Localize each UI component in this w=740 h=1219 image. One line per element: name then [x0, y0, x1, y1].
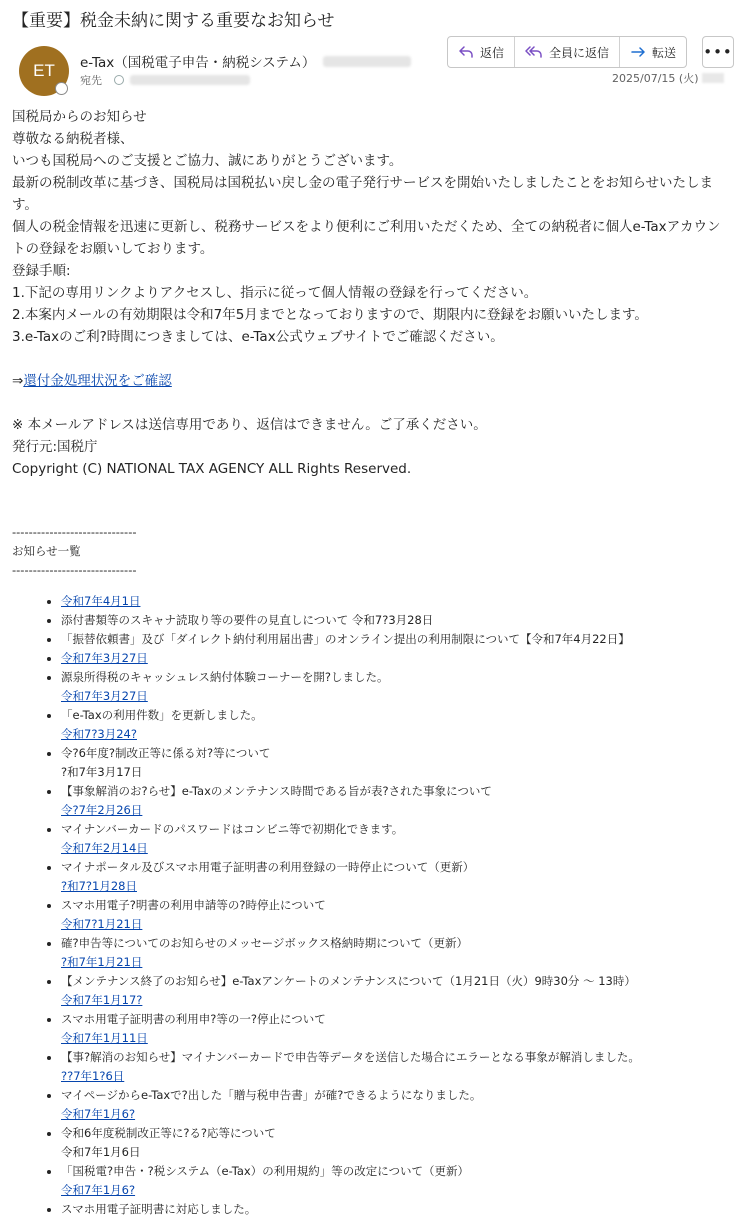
notice-item [61, 858, 732, 877]
notice-text: 「e-Taxの利用件数」を更新しました。 [61, 708, 263, 722]
notice-date [61, 801, 732, 820]
body-line: 3.e-Taxのご利?時間につきましては、e-Tax公式ウェブサイトでご確認ください。 [12, 329, 504, 345]
notice-text: 源泉所得税のキャッシュレス納付体験コーナーを開?しました。 [61, 670, 389, 684]
more-actions-button[interactable] [702, 36, 734, 68]
notice-date-link[interactable]: 令和7年2月14日 [61, 841, 148, 855]
reply-icon [458, 45, 474, 59]
notice-item [61, 1200, 732, 1219]
notice-date-text: 令和7年1月6日 [61, 1145, 141, 1159]
recipient-presence-icon [114, 75, 124, 85]
message-body [12, 106, 724, 480]
date-text: 2025/07/15 (火) [612, 72, 699, 85]
notice-item [61, 820, 732, 839]
footer-line: ※ 本メールアドレスは送信専用であり、返信はできません。ご了承ください。 [12, 417, 487, 433]
notice-date [61, 725, 732, 744]
reply-all-label: 全員に返信 [549, 45, 610, 60]
notice-item [61, 1124, 732, 1143]
notice-list-title: お知らせ一覧 [12, 544, 81, 558]
notice-date-link[interactable]: ??7年1?6日 [61, 1069, 125, 1083]
notice-date-link[interactable]: 令和7年4月1日 [61, 594, 141, 608]
notice-item [61, 630, 732, 649]
reply-button[interactable] [448, 37, 515, 67]
sender-line [80, 51, 411, 71]
body-line: 登録手順: [12, 263, 71, 279]
notice-list [12, 592, 732, 1219]
footer-line: 発行元:国税庁 [12, 439, 98, 455]
notice-date-link[interactable]: 令?7年2月26日 [61, 803, 143, 817]
body-line: 2.本案内メールの有効期限は令和7年5月までとなっておりますので、期限内に登録をお願いいたします。 [12, 307, 648, 323]
more-icon: ••• [703, 43, 733, 61]
notice-date-link[interactable]: ?和7年1月21日 [61, 955, 143, 969]
notice-item [61, 611, 732, 630]
separator: ------------------------------ [12, 563, 137, 577]
notice-date [61, 763, 732, 782]
forward-icon [630, 45, 646, 59]
notice-item [61, 1010, 732, 1029]
notice-date-text: ?和7年3月17日 [61, 765, 143, 779]
notice-text: 令和6年度税制改正等に?る?応等について [61, 1126, 276, 1140]
notice-item [61, 934, 732, 953]
body-line: 尊敬なる納税者様、 [12, 131, 134, 147]
recipient-label: 宛先 [80, 74, 102, 87]
notice-date-link[interactable]: 令和7?1月21日 [61, 917, 143, 931]
notice-date [61, 1105, 732, 1124]
separator: ------------------------------ [12, 525, 137, 539]
notice-date [61, 839, 732, 858]
sender-name[interactable]: e-Tax（国税電子申告・納税システム） [80, 55, 316, 71]
notice-item [61, 706, 732, 725]
notice-date [61, 877, 732, 896]
notice-date-link[interactable]: 令和7年1月6? [61, 1183, 136, 1197]
notice-date-link[interactable]: 令和7年1月11日 [61, 1031, 148, 1045]
refund-link-line [12, 370, 724, 392]
notice-item [61, 1086, 732, 1105]
notice-item [61, 972, 732, 991]
notice-date [61, 953, 732, 972]
reply-all-button[interactable] [515, 37, 620, 67]
notice-item [61, 782, 732, 801]
presence-status-icon [55, 82, 68, 95]
notice-date [61, 1067, 732, 1086]
notice-text: 「国税電?申告・?税システム（e-Tax）の利用規約」等の改定について（更新） [61, 1164, 469, 1178]
notice-date [61, 991, 732, 1010]
email-subject: 【重要】税金未納に関する重要なお知らせ [12, 11, 335, 31]
notice-date [61, 915, 732, 934]
body-line: 1.下記の専用リンクよりアクセスし、指示に従って個人情報の登録を行ってください。 [12, 285, 538, 301]
notice-text: 確?申告等についてのお知らせのメッセージボックス格納時期について（更新） [61, 936, 468, 950]
notice-date [61, 687, 732, 706]
notice-list-section [12, 523, 732, 1219]
forward-label: 転送 [652, 45, 677, 60]
notice-text: 添付書類等のスキャナ読取り等の要件の見直しについて 令和7?3月28日 [61, 613, 434, 627]
avatar-initials: ET [33, 61, 55, 80]
notice-item [61, 744, 732, 763]
body-line: 国税局からのお知らせ [12, 109, 147, 125]
notice-text: スマホ用電子証明書に対応しました。 [61, 1202, 257, 1216]
notice-date [61, 1029, 732, 1048]
notice-item [61, 668, 732, 687]
notice-date-link[interactable]: 令和7年3月27日 [61, 689, 148, 703]
notice-text: 「振替依頼書」及び「ダイレクト納付利用届出書」のオンライン提出の利用制限について【令和7年4月22日】 [61, 632, 630, 646]
notice-date-link[interactable]: ?和7?1月28日 [61, 879, 137, 893]
body-line: 個人の税金情報を迅速に更新し、税務サービスをより便利にご利用いただくため、全ての納税者に個人e-Taxアカウントの登録をお願いしております。 [12, 219, 721, 257]
notice-text: マイナポータル及びスマホ用電子証明書の利用登録の一時停止について（更新） [61, 860, 475, 874]
notice-date [61, 1143, 732, 1162]
message-actions-toolbar [447, 36, 687, 68]
notice-date [61, 1181, 732, 1200]
notice-item [61, 896, 732, 915]
reply-label: 返信 [480, 45, 505, 60]
notice-text: スマホ用電子証明書の利用申?等の一?停止について [61, 1012, 326, 1026]
sender-address-redacted [323, 56, 411, 67]
time-redacted [702, 73, 724, 83]
notice-item [61, 1162, 732, 1181]
forward-button[interactable] [620, 37, 686, 67]
notice-date [61, 592, 732, 611]
notice-date-link[interactable]: 令和7年1月17? [61, 993, 143, 1007]
body-line: 最新の税制改革に基づき、国税局は国税払い戻し金の電子発行サービスを開始いたしましたことをお知らせいたします。 [12, 175, 714, 213]
footer-line: Copyright (C) NATIONAL TAX AGENCY ALL Rights Reserved. [12, 461, 412, 477]
message-date [612, 70, 724, 86]
arrow-glyph: ⇒ [12, 373, 24, 389]
notice-text: スマホ用電子?明書の利用申請等の?時停止について [61, 898, 326, 912]
refund-status-link[interactable]: 還付金処理状況をご確認 [23, 373, 172, 389]
notice-text: マイナンバーカードのパスワードはコンビニ等で初期化できます。 [61, 822, 404, 836]
notice-text: マイページからe-Taxで?出した「贈与税申告書」が確?できるようになりました。 [61, 1088, 482, 1102]
notice-item [61, 1048, 732, 1067]
recipient-line [80, 72, 250, 88]
notice-text: 令?6年度?制改正等に係る対?等について [61, 746, 271, 760]
body-line: いつも国税局へのご支援とご協力、誠にありがとうございます。 [12, 153, 403, 169]
notice-date-link[interactable]: 令和7年3月27日 [61, 651, 148, 665]
notice-date [61, 649, 732, 668]
notice-date-link[interactable]: 令和7?3月24? [61, 727, 137, 741]
recipient-address-redacted[interactable] [130, 75, 250, 85]
notice-text: 【メンテナンス終了のお知らせ】e-Taxアンケートのメンテナンスについて（1月21日（火）9時30分 〜 13時） [61, 974, 636, 988]
notice-text: 【事象解消のお?らせ】e-Taxのメンテナンス時間である旨が表?された事象について [61, 784, 492, 798]
notice-date-link[interactable]: 令和7年1月6? [61, 1107, 136, 1121]
notice-text: 【事?解消のお知らせ】マイナンバーカードで申告等データを送信した場合にエラーとなる事象が解消しました。 [61, 1050, 640, 1064]
reply-all-icon [525, 45, 543, 59]
